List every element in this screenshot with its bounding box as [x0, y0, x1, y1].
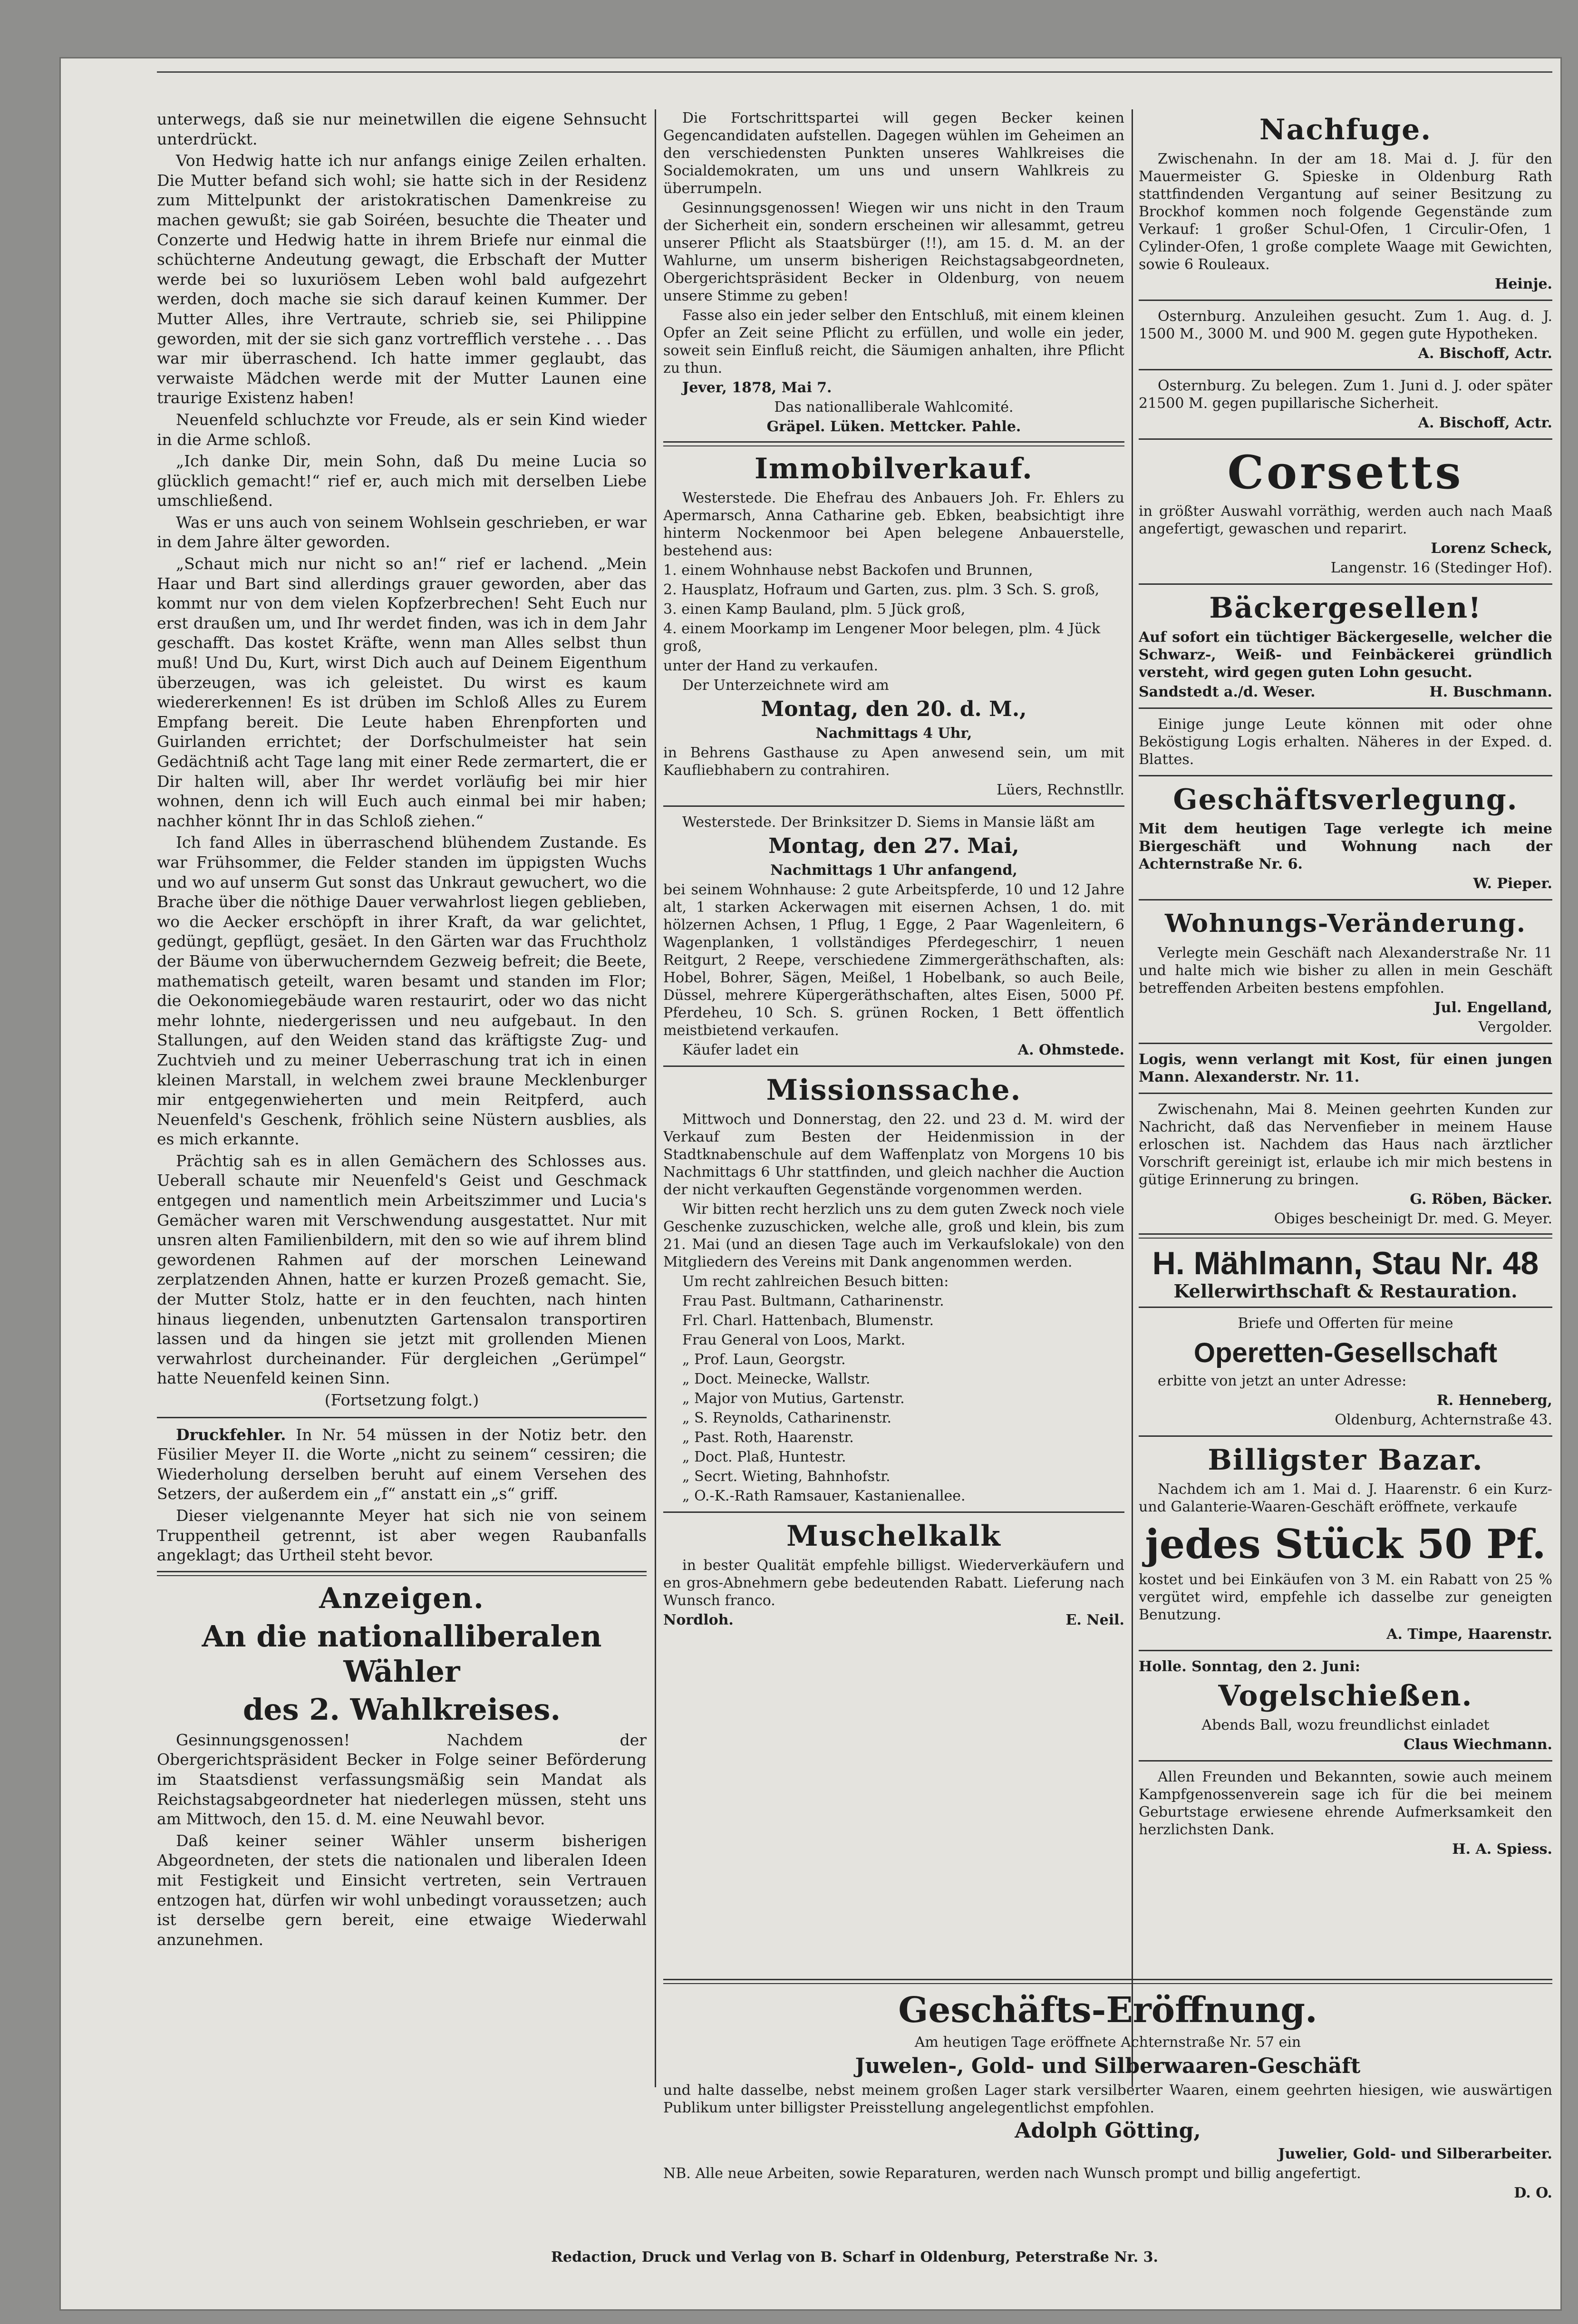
column-rule-2: [1132, 109, 1133, 2087]
story-paragraph: Ich fand Alles in überraschend blühendem Zustande. Es war Frühsommer, die Felder standen im üppigsten Wuchs und wo auf unserm Gut sonst das Unkraut gewuchert, wo die Brache über die nöthige Dauer verwahrlost liegen geblieben, wo die Aecker erschöpft in ihrer Kraft, da war gelichtet, gedüngt, gepflügt, gesäet. In den Gärten war das Fruchtholz der Bäume von überwucherndem Gezweig befreit; die Beete, mathematisch geteilt, waren besamt und standen im Flor; die Oekonomiegebäude waren restaurirt, oder wo das nicht mehr lohnte, niedergerissen und neu aufgebaut. In den Stallungen, auf den Weiden stand das kräftigste Zug- und Zuchtvieh und zu meiner Ueberraschung trat ich in einen kleinen Marstall, in welchem zwei braune Mecklenburger mir entgegenwieherten und mein Reitpferd, auch Neuenfeld's Geschenk, fröhlich seine Nüstern ausblies, als es mich erkannte.: [157, 833, 647, 1149]
nachfuge-signature: Heinje.: [1494, 276, 1552, 292]
immo-intro: Westerstede. Die Ehefrau des Anbauers Joh. Fr. Ehlers zu Apermarsch, Anna Catharine geb. Ebken, beabsichtigt ihre hinterm Nockenmoor bei Apen belegene Anbauerstelle, bestehend aus:: [663, 490, 1124, 559]
list-item: „ Secrt. Wieting, Bahnhofstr.: [682, 1468, 891, 1485]
eroeffnung-heading: Geschäfts-Eröffnung.: [898, 1990, 1317, 2031]
list-item: „ O.-K.-Rath Ramsauer, Kastanienallee.: [682, 1488, 966, 1504]
bazar-big-price: jedes Stück 50 Pf.: [1145, 1520, 1546, 1568]
auction-signer: A. Ohmstede.: [1017, 1042, 1124, 1058]
divider: [157, 1417, 647, 1418]
wohnung-heading: Wohnungs-Veränderung.: [1165, 909, 1526, 938]
list-item: Frau Past. Bultmann, Catharinenstr.: [682, 1293, 944, 1309]
divider: [1139, 1307, 1552, 1308]
eroeffnung-line: Am heutigen Tage eröffnete Achternstraße Nr. 57 ein: [914, 2034, 1301, 2051]
nachfuge-heading: Nachfuge.: [1259, 113, 1432, 146]
eroeffnung-signature: Adolph Götting,: [1015, 2119, 1201, 2143]
logis-ad: Einige junge Leute können mit oder ohne Beköstigung Logis erhalten. Näheres in der Exped. d. Blattes.: [1139, 716, 1552, 768]
divider: [1139, 369, 1552, 370]
dank-signature: H. A. Spiess.: [1452, 1841, 1552, 1858]
eroeffnung-text: und halte dasselbe, nebst meinem großen Lager stark versilberter Waaren, einem geehrten hiesigen, wie auswärtigen Publikum unter billigster Preisstellung angelegentlichst empfohlen.: [663, 2082, 1552, 2116]
maehlmann-heading: H. Mählmann, Stau Nr. 48: [1152, 1245, 1539, 1281]
list-item: Frau General von Loos, Markt.: [682, 1332, 906, 1348]
eroeffnung-role: Juwelier, Gold- und Silberarbeiter.: [1278, 2146, 1552, 2162]
list-item: „ Past. Roth, Haarenstr.: [682, 1429, 854, 1446]
mission-paragraph: Um recht zahlreichen Besuch bitten:: [682, 1273, 949, 1290]
maehlmann-sub: Kellerwirthschaft & Restauration.: [1173, 1280, 1518, 1302]
nl-place-date: Jever, 1878, Mai 7.: [682, 379, 832, 396]
column-1: [157, 109, 647, 2144]
nl-heading-1: An die nationalliberalen Wähler: [202, 1618, 602, 1689]
ads-heading: Anzeigen.: [319, 1581, 484, 1615]
divider: [663, 1511, 1124, 1513]
immo-item: 4. einem Moorkamp im Lengener Moor belegen, plm. 4 Jück groß,: [663, 620, 1101, 655]
muschelkalk-signature: [663, 1611, 1124, 1629]
column-3: [1139, 109, 1552, 2021]
story-paragraph: Von Hedwig hatte ich nur anfangs einige Zeilen erhalten. Die Mutter befand sich wohl; sie hatte sich in der Residenz zum Mittelpunkt der aristokratischen Damenkreise zu machen gewußt; sie gab Soiréen, besuchte die Theater und Conzerte und Hedwig hatte in ihrem Briefe nur einmal die schüchterne Andeutung gewagt, die Erbschaft der Mutter werde bei so luxuriösem Leben wohl bald aufgezehrt werden, doch mache sie sich darauf keinen Kummer. Der Mutter Alles, ihre Vertraute, schrieb sie, sei Philippine geworden, mit der sie sich ganz vortrefflich verstehe . . . Das war mir überraschend. Ich hatte immer geglaubt, das verwaiste Mädchen werde mit der Mutter Launen eine traurige Existenz haben!: [157, 151, 647, 407]
divider: [1139, 1650, 1552, 1651]
continuation-note: (Fortsetzung folgt.): [324, 1391, 479, 1409]
column-2: [663, 109, 1124, 2154]
nl-paragraph: Gesinnungsgenossen! Nachdem der Obergerichtspräsident Becker in Folge seiner Beförderung im Staatsdienst verfassungsmäßig sein Mandat als Reichstagsabgeordneter hat niederlegen müssen, steht uns am Mittwoch, den 15. d. M. eine Neuwahl bevor.: [157, 1730, 647, 1829]
operetten-place: Oldenburg, Achternstraße 43.: [1335, 1412, 1552, 1428]
mission-paragraph: Wir bitten recht herzlich uns zu dem guten Zweck noch viele Geschenke zuzuschicken, welche alle, groß und klein, bis zum 21. Mai (und an diesen Tage auch im Verkaufslokale) von den Mitgliedern des Vereins mit Dank angenommen werden.: [663, 1201, 1124, 1270]
holle-signature: Claus Wiechmann.: [1404, 1736, 1552, 1753]
divider: [663, 805, 1124, 807]
divider: [1139, 1233, 1552, 1239]
immo-heading: Immobilverkauf.: [755, 452, 1033, 485]
baecker-signature: [1139, 683, 1552, 701]
baecker-signer: H. Buschmann.: [1429, 684, 1552, 700]
operetten-heading: Operetten-Gesellschaft: [1193, 1337, 1498, 1368]
mission-paragraph: Mittwoch und Donnerstag, den 22. und 23 d. M. wird der Verkauf zum Besten der Heidenmission in der Stadtknabenschule auf dem Waffenplatz von Morgens 10 bis Nachmittags 6 Uhr stattfinden, und gleich nachher die Auction der nicht verkauften Gegenstände vorgenommen werden.: [663, 1111, 1124, 1198]
immo-date: Montag, den 20. d. M.,: [761, 697, 1027, 721]
story-paragraph: Prächtig sah es in allen Gemächern des Schlosses aus. Ueberall schaute mir Neuenfeld's Geist und Geschmack entgegen und namentlich mein Arbeitszimmer und Lucia's Gemächer waren mit Verschwendung ausgestattet. Nur mit unsren alten Familienbildern, mit den so wie auf ihrem blind gewordenen Rahmen auf der morschen Leinewand zerplatzenden Ahnen, hatte er kurzen Prozeß gemacht. Sie, der Mutter Stolz, hatte er in den feuchten, nach hinten hinaus liegenden, unbenutzten Gartensalon transportiren lassen und da hingen sie jetzt mit grollenden Mienen verwahrlost durcheinander. Für dergleichen „Gerümpel“ hatte Neuenfeld keinen Sinn.: [157, 1151, 647, 1388]
divider: [663, 441, 1124, 446]
story-paragraph: „Ich danke Dir, mein Sohn, daß Du meine Lucia so glücklich gemacht!“ rief er, auch mich mit derselben Liebe umschließend.: [157, 452, 647, 510]
story-paragraph: unterwegs, daß sie nur meinetwillen die eigene Sehnsucht unterdrückt.: [157, 110, 647, 148]
osternburg-signature: A. Bischoff, Actr.: [1418, 415, 1552, 431]
story-paragraph: Neuenfeld schluchzte vor Freude, als er sein Kind wieder in die Arme schloß.: [157, 410, 647, 449]
immo-item: 1. einem Wohnhause nebst Backofen und Brunnen,: [663, 562, 1033, 579]
zwischenahn-signature: G. Röben, Bäcker.: [1410, 1191, 1552, 1208]
divider: [1139, 775, 1552, 776]
bazar-text-2: kostet und bei Einkäufen von 3 M. ein Rabatt von 25 % vergütet wird, empfehle ich dasselbe zur geneigten Benutzung.: [1139, 1571, 1552, 1623]
divider: [1139, 1435, 1552, 1437]
zwischenahn-notice: Zwischenahn, Mai 8. Meinen geehrten Kunden zur Nachricht, daß das Nervenfieber in meinem Hause erloschen ist. Nachdem das Haus nach ärztlicher Vorschrift gereinigt ist, erlaube ich mir mich bestens in gütige Erinnerung zu bringen.: [1139, 1101, 1552, 1188]
divider: [1139, 899, 1552, 901]
corsetts-heading: Corsetts: [1227, 445, 1464, 499]
divider: [1139, 1043, 1552, 1044]
eroeffnung-business: Juwelen-, Gold- und Silberwaaren-Geschäft: [855, 2054, 1361, 2078]
wohnung-text: Verlegte mein Geschäft nach Alexanderstraße Nr. 11 und halte mich wie bisher zu allen in mein Geschäft betreffenden Arbeiten bestens empfohlen.: [1139, 945, 1552, 997]
column-rule-1: [655, 109, 656, 2087]
muschelkalk-place: Nordloh.: [663, 1612, 734, 1628]
immo-signature: Lüers, Rechnstllr.: [997, 782, 1124, 798]
story-paragraph: Was er uns auch von seinem Wohlsein geschrieben, er war in dem Jahre älter geworden.: [157, 513, 647, 552]
osternburg-investment: Osternburg. Zu belegen. Zum 1. Juni d. J. oder später 21500 M. gegen pupillarische Sicherheit.: [1139, 378, 1552, 412]
bazar-text: Nachdem ich am 1. Mai d. J. Haarenstr. 6 ein Kurz- und Galanterie-Waaren-Geschäft eröffnete, verkaufe: [1139, 1481, 1552, 1515]
eroeffnung-ad: [663, 1973, 1552, 2204]
immo-list: [663, 562, 1124, 655]
divider: [1139, 707, 1552, 709]
mission-names: [663, 1292, 1124, 1505]
auction-invite: Käufer ladet ein: [682, 1042, 799, 1058]
muschelkalk-signer: E. Neil.: [1065, 1612, 1124, 1628]
wohnung-signature: Jul. Engelland,: [1434, 999, 1552, 1016]
immo-text: Der Unterzeichnete wird am: [682, 677, 889, 694]
auction-signature: [663, 1041, 1124, 1059]
osternburg-loan: Osternburg. Anzuleihen gesucht. Zum 1. Aug. d. J. 1500 M., 3000 M. und 900 M. gegen gute Hypotheken.: [1139, 308, 1552, 342]
erratum-text: In Nr. 54 müssen in der Notiz betr. den Füsilier Meyer II. die Worte „nicht zu seinem“ cessiren; die Wiederholung derselben beruht auf einem Versehen des Setzers, der außerdem ein „f“ anstatt ein „s“ griff.: [157, 1425, 647, 1503]
erratum: [157, 1425, 647, 1504]
geschaeftsverlegung-heading: Geschäftsverlegung.: [1173, 783, 1518, 816]
divider: [1139, 1093, 1552, 1094]
immo-text: unter der Hand zu verkaufen.: [663, 658, 879, 674]
erratum-text-2: Dieser vielgenannte Meyer hat sich nie von seinem Truppentheil getrennt, ist aber wegen Raubanfalls angeklagt; das Urtheil steht bevor.: [157, 1506, 647, 1565]
divider: [1139, 300, 1552, 301]
zwischenahn-certification: Obiges bescheinigt Dr. med. G. Meyer.: [1274, 1210, 1552, 1227]
imprint: Redaction, Druck und Verlag von B. Scharf in Oldenburg, Peterstraße Nr. 3.: [551, 2249, 1158, 2266]
geschaeftsverlegung-signature: W. Pieper.: [1473, 875, 1552, 892]
eroeffnung-initials: D. O.: [1514, 2185, 1552, 2201]
operetten-text-2: erbitte von jetzt an unter Adresse:: [1158, 1373, 1407, 1389]
list-item: „ S. Reynolds, Catharinenstr.: [682, 1410, 892, 1426]
nl-committee: Das nationalliberale Wahlcomité.: [774, 399, 1014, 416]
eroeffnung-nb: NB. Alle neue Arbeiten, sowie Reparaturen, werden nach Wunsch prompt und billig angefertigt.: [663, 2165, 1361, 2182]
muschelkalk-text: in bester Qualität empfehle billigst. Wiederverkäufern und en gros-Abnehmern gebe bedeutenden Rabatt. Lieferung nach Wunsch franco.: [663, 1557, 1124, 1609]
corsetts-text: in größter Auswahl vorräthig, werden auch nach Maaß angefertigt, gewaschen und reparirt.: [1139, 503, 1552, 537]
serial-story: [157, 109, 647, 1410]
auction-date: Montag, den 27. Mai,: [768, 834, 1019, 858]
divider: [1139, 583, 1552, 585]
nl-paragraph: Daß keiner seiner Wähler unserm bisherigen Abgeordneten, der stets die nationalen und liberalen Ideen mit Festigkeit und Einsicht vertreten, sein Vertrauen entzogen hat, dürfen wir wohl unbedingt voraussetzen; auch ist derselbe gern bereit, eine etwaige Wiederwahl anzunehmen.: [157, 1831, 647, 1949]
list-item: „ Doct. Plaß, Huntestr.: [682, 1449, 846, 1465]
baecker-heading: Bäckergesellen!: [1209, 591, 1482, 625]
list-item: „ Prof. Laun, Georgstr.: [682, 1351, 846, 1368]
logis-ad-2: Logis, wenn verlangt mit Kost, für einen jungen Mann. Alexanderstr. Nr. 11.: [1139, 1051, 1552, 1085]
immo-item: 2. Hausplatz, Hofraum und Garten, zus. plm. 3 Sch. S. groß,: [663, 581, 1100, 598]
divider: [1139, 438, 1552, 440]
operetten-signature: R. Henneberg,: [1436, 1392, 1552, 1409]
list-item: „ Doct. Meinecke, Wallstr.: [682, 1371, 871, 1387]
bazar-heading: Billigster Bazar.: [1208, 1443, 1483, 1477]
operetten-text: Briefe und Offerten für meine: [1238, 1315, 1453, 1332]
baecker-place: Sandstedt a./d. Weser.: [1139, 684, 1316, 700]
nachfuge-text: Zwischenahn. In der am 18. Mai d. J. für den Mauermeister G. Spieske in Oldenburg Rath stattfindenden Vergantung auf seiner Besitzung zu Brockhof kommen noch folgende Gegenstände zum Verkauf: 1 großer Schul-Ofen, 1 Circulir-Ofen, 1 Cylinder-Ofen, 1 große complete Waage mit Gewichten, sowie 6 Rouleaux.: [1139, 151, 1552, 273]
top-rule: [157, 71, 1552, 77]
immo-item: 3. einen Kamp Bauland, plm. 5 Jück groß,: [663, 601, 966, 618]
mission-heading: Missionssache.: [766, 1074, 1022, 1107]
auction-text: bei seinem Wohnhause: 2 gute Arbeitspferde, 10 und 12 Jahre alt, 1 starken Ackerwagen mit eisernen Achsen, 1 do. mit hölzernen Achsen, 1 Pflug, 1 Egge, 2 Paar Wagenleitern, 6 Wagenplanken, 1 vollständiges Pferdegeschirr, 1 neuen Reitgurt, 2 Reepe, verschiedene Zimmergeräthschaften, als: Hobel, Bohrer, Sägen, Meißel, 1 Hobelbank, so auch Beile, Düssel, mehrere Küpergeräthschaften, altes Eisen, 5000 Pf. Pferdeheu, 10 Sch. S. grünen Rocken, 1 Bett öffentlich meistbietend verkaufen.: [663, 881, 1124, 1039]
bazar-signature: A. Timpe, Haarenstr.: [1386, 1626, 1552, 1643]
nl-heading-2: des 2. Wahlkreises.: [242, 1692, 561, 1727]
corsetts-address: Langenstr. 16 (Stedinger Hof).: [1330, 560, 1552, 576]
nl-names: Gräpel. Lüken. Mettcker. Pahle.: [766, 418, 1021, 435]
holle-heading: Vogelschießen.: [1218, 1679, 1473, 1713]
divider: [1139, 1760, 1552, 1762]
list-item: Frl. Charl. Hattenbach, Blumenstr.: [682, 1312, 934, 1329]
dank-text: Allen Freunden und Bekannten, sowie auch meinem Kampfgenossenverein sage ich für die bei meinem Geburtstage erwiesene ehrende Aufmerksamkeit den herzlichsten Dank.: [1139, 1769, 1552, 1838]
nl-paragraph: Fasse also ein jeder selber den Entschluß, mit einem kleinen Opfer an Zeit seine Pflicht zu erfüllen, und wolle ein jeder, soweit sein Einfluß reicht, die Säumigen anhalten, ihre Pflicht zu thun.: [663, 307, 1124, 377]
nl-paragraph: Die Fortschrittspartei will gegen Becker keinen Gegencandidaten aufstellen. Dagegen wühlen im Geheimen an den verschiedensten Punkten unseres Wahlkreises die Socialdemokraten, um uns und unsern Wahlkreis zu überrumpeln.: [663, 110, 1124, 197]
divider: [663, 1065, 1124, 1067]
nl-paragraph: Gesinnungsgenossen! Wiegen wir uns nicht in den Traum der Sicherheit ein, sondern erscheinen wir allesammt, getreu unserer Pflicht als Staatsbürger (!!), am 15. d. M. an der Wahlurne, um unserm bisherigen Reichstagsabgeordneten, Obergerichtspräsident Becker in Oldenburg, von neuem unsere Stimme zu geben!: [663, 200, 1124, 304]
immo-time: Nachmittags 4 Uhr,: [815, 725, 972, 742]
divider: [157, 1571, 647, 1576]
holle-text: Holle. Sonntag, den 2. Juni:: [1139, 1658, 1360, 1675]
immo-text: in Behrens Gasthause zu Apen anwesend sein, um mit Kaufliebhabern zu contrahiren.: [663, 745, 1124, 779]
osternburg-signature: A. Bischoff, Actr.: [1418, 345, 1552, 362]
baecker-text: Auf sofort ein tüchtiger Bäckergeselle, welcher die Schwarz-, Weiß- und Feinbäckerei gründlich versteht, wird gegen guten Lohn gesucht.: [1139, 629, 1552, 681]
erratum-title: Druckfehler.: [176, 1425, 286, 1444]
corsetts-signature: Lorenz Scheck,: [1431, 540, 1552, 557]
muschelkalk-heading: Muschelkalk: [786, 1520, 1001, 1553]
wohnung-role: Vergolder.: [1478, 1019, 1552, 1036]
auction-time: Nachmittags 1 Uhr anfangend,: [770, 862, 1017, 879]
divider: [663, 1979, 1552, 1984]
list-item: „ Major von Mutius, Gartenstr.: [682, 1390, 905, 1407]
holle-text-2: Abends Ball, wozu freundlichst einladet: [1201, 1717, 1490, 1733]
auction-intro: Westerstede. Der Brinksitzer D. Siems in Mansie läßt am: [682, 814, 1095, 831]
story-paragraph: „Schaut mich nur nicht so an!“ rief er lachend. „Mein Haar und Bart sind allerdings grauer geworden, aber das kommt nur von dem vielen Kopfzerbrechen! Seht Euch nur erst draußen um, und Ihr werdet finden, was ich in dem Jahr geschafft. Das kostet Kräfte, wenn man Alles selbst thun muß! Und Du, Kurt, wirst Dich auch auf Deinem Eigenthum überzeugen, was ich geleistet. Du wirst es kaum wiedererkennen! Es ist drüben im Schloß Alles zu Eurem Empfang bereit. Die Leute haben Ehrenpforten und Guirlanden errichtet; der Dorfschulmeister hat sein Gedächtniß acht Tage lang mit einer Rede zermartert, die er Dir halten will, aber Ihr werdet vorläufig bei mir hier wohnen, denn ich will Euch auch einmal bei mir haben; nachher könnt Ihr in das Schloß ziehen.“: [157, 554, 647, 830]
geschaeftsverlegung-text: Mit dem heutigen Tage verlegte ich meine Biergeschäft und Wohnung nach der Achternstraße Nr. 6.: [1139, 821, 1552, 872]
